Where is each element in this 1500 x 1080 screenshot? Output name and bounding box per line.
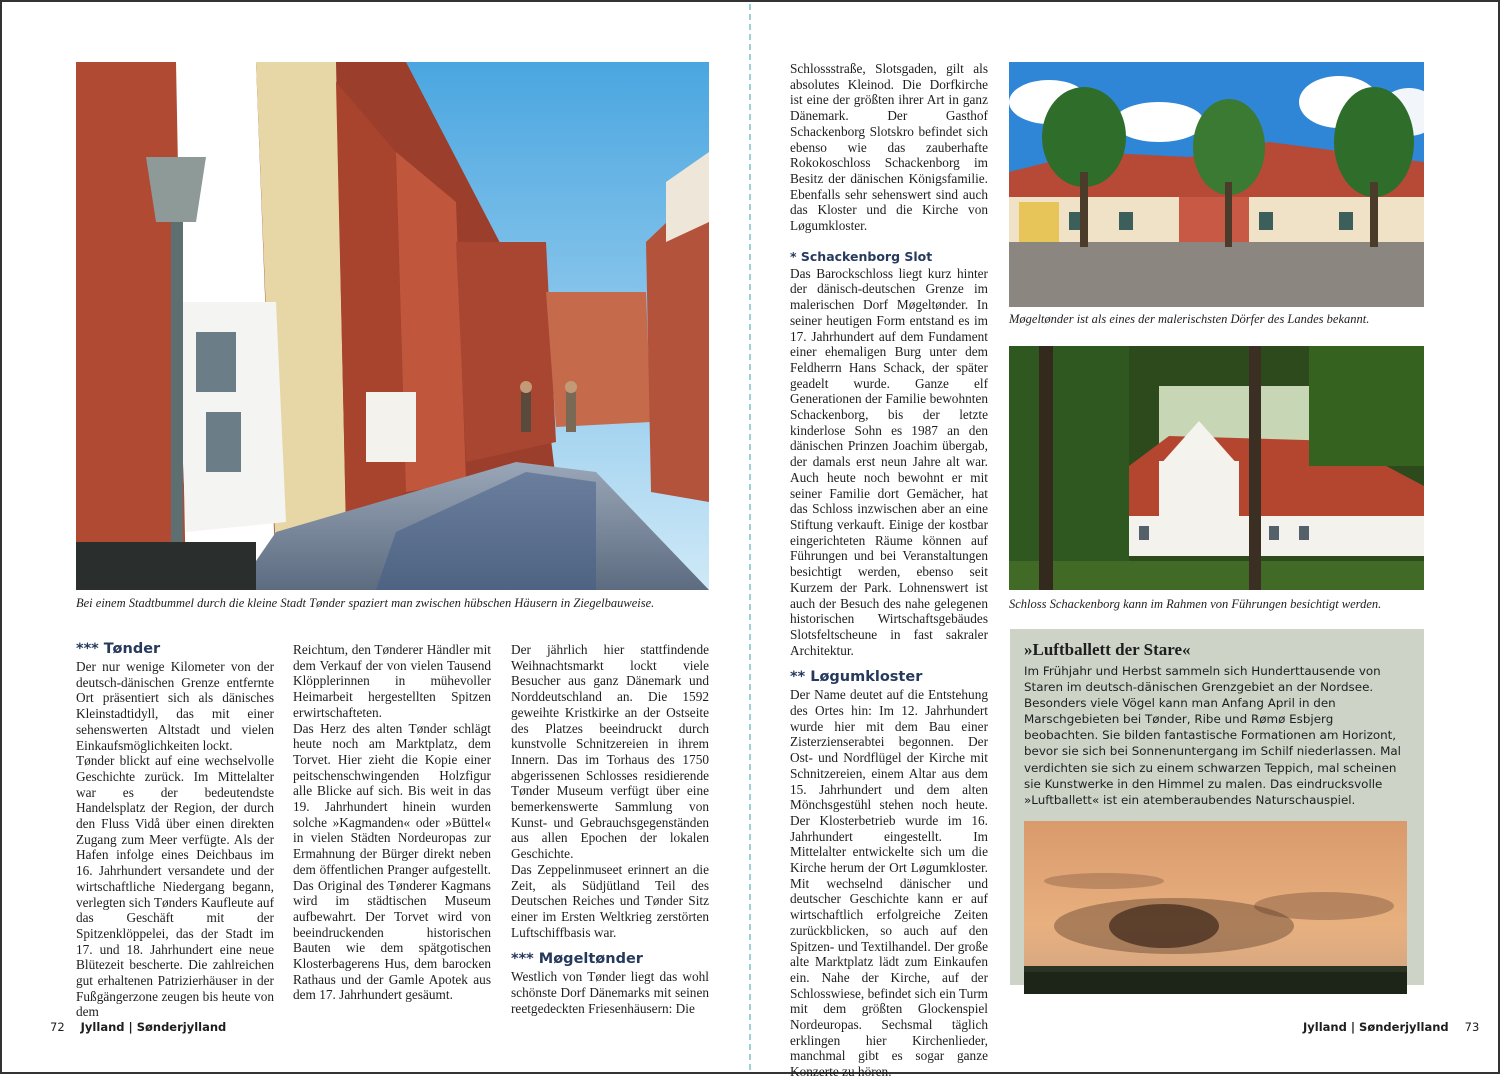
paragraph: Schlossstraße, Slotsgaden, gilt als absolutes Kleinod. Die Dorfkirche ist eine der größten ihrer Art in ganz Dänemark. Der Gasthof Schackenborg Slotskro befindet sich ebenso wie das zauberhafte Rokokoschloss Schackenborg im Besitz der dänischen Königsfamilie. Ebenfalls sehr sehenswert sind auch das Kloster und die Kirche von Løgumkloster.: [790, 61, 988, 234]
paragraph: Das Herz des alten Tønder schlägt heute noch am Marktplatz, dem Torvet. Hier zieht die Kopie einer peitschenschwingenden Holzfigur alle Blicke auf sich. Bis weit in das 19. Jahrhundert hinein wurden solche »Kagmanden« oder »Büttel« in vielen Städten Nordeuropas zur Ermahnung der Bürger direkt neben dem öffentlichen Pranger aufgestellt. Das Original des Tønderer Kagmans wird im städtischen Museum aufbewahrt. Der Torvet wird von beeindruckenden historischen Bauten wie dem spätgotischen Klosterbagerens Hus, dem barocken Rathaus und der Gamle Apotek aus dem 17. Jahrhundert gesäumt.: [293, 720, 491, 1003]
paragraph: Der jährlich hier stattfindende Weihnachtsmarkt lockt viele Besucher aus ganz Dänemark und Norddeutschland an. Die 1592 geweihte Kristkirke an der Ostseite des Platzes beeindruckt durch kunstvolle Schnitzereien in ihrem Innern. Das im Torhaus des 1750 abgerissenen Schlosses residierende Tønder Museum verfügt über eine bemerkenswerte Sammlung von Kunst- und Gebrauchsgegenständen aus allen Epochen der lokalen Geschichte.: [511, 642, 709, 862]
tonder-street-photo: [76, 62, 709, 590]
starlings-photo: [1024, 821, 1407, 994]
left-column-2: [293, 642, 491, 1003]
left-column-1: [76, 636, 274, 1020]
paragraph: Reichtum, den Tønderer Händler mit dem Verkauf der von vielen Tausend Klöpplerinnen in mühevoller Heimarbeit hergestellten Spitzen erwirtschafteten.: [293, 642, 491, 720]
mogeltonder-photo: [1009, 62, 1424, 307]
box-text: Im Frühjahr und Herbst sammeln sich Hunderttausende von Staren im deutsch-dänischen Grenzgebiet an der Nordsee. Besonders viele Vögel kann man Anfang April in den Marschgebieten bei Tønder, Ribe und Rømø Esbjerg beobachten. Sie bilden fantastische Formationen am Horizont, bevor sie sich bei Sonnenuntergang im Schilf niederlassen. Mal verdichten sie sich zu einem schwarzen Teppich, mal scheinen sie Kunstwerke in den Himmel zu malen. Das eindrucksvolle »Luftballett« ist ein atemberaubendes Naturschauspiel.: [1024, 664, 1401, 807]
heading-logumkloster: ** Løgumkloster: [790, 669, 923, 686]
heading-tonder: *** Tønder: [76, 641, 161, 657]
right-folio: [1303, 1020, 1479, 1034]
left-column-3: [511, 642, 709, 1016]
paragraph: Tønder blickt auf eine wechselvolle Geschichte zurück. Im Mittelalter war es der bedeutendste Handelsplatz der Region, der durch den Fluss Vidå über einen direkten Zugang zum Meer verfügte. Als der Hafen infolge eines Deichbaus im 16. Jahrhundert versandete und der wirtschaftliche Niedergang begann, verlegten sich Tønders Kaufleute auf das Geschäft mit der Spitzenklöppelei, das der Stadt im 17. und 18. Jahrhundert eine neue Blütezeit bescherte. Die zahlreichen gut erhaltenen Patrizierhäuser in der Fußgängerzone zeugen bis heute von dem: [76, 753, 274, 1020]
page-number: 73: [1464, 1020, 1480, 1034]
heading-mogeltonder: *** Møgeltønder: [511, 951, 643, 968]
page-gutter: [749, 4, 751, 1070]
mogeltonder-caption: Møgeltønder ist als eines der malerischsten Dörfer des Landes bekannt.: [1009, 312, 1370, 326]
schackenborg-caption: Schloss Schackenborg kann im Rahmen von Führungen besichtigt werden.: [1009, 597, 1382, 611]
page-number: 72: [50, 1020, 65, 1034]
paragraph: Der Name deutet auf die Entstehung des Ortes hin: Im 12. Jahrhundert wurde hier mit dem Bau einer Zisterzienserabtei begonnen. Der Ost- und Nordflügel der Kirche mit Schnitzereien, einem Altar aus dem 15. Jahrhundert und dem alten Mönchsgestühl stehen noch heute. Der Klosterbetrieb wurde im 16. Jahrhundert eingestellt. Im Mittelalter entwickelte sich um die Kirche herum der Ort Løgumkloster. Mit wechselnd dänischer und deutscher Geschichte kann er auf wirtschaftlich erfolgreiche Zeiten zurückblicken, so auch auf den Spitzen- und Textilhandel. Der große alte Marktplatz lädt zum Einkaufen ein. Nahe der Kirche, auf der Schlosswiese, befindet sich ein Turm mit dem größten Glockenspiel Nordeuropas. Sechsmal täglich erklingen hier Kirchenlieder, manchmal gibt es sogar ganze Konzerte zu hören.: [790, 687, 988, 1080]
running-head: Jylland | Sønderjylland: [1303, 1020, 1449, 1034]
paragraph: Das Zeppelinmuseet erinnert an die Zeit, als Südjütland Teil des Deutschen Reiches und Tønder Sitz einer im Ersten Weltkrieg zerstörten Luftschiffbasis war.: [511, 861, 709, 940]
heading-schackenborg: * Schackenborg Slot: [790, 248, 933, 264]
schackenborg-photo: [1009, 346, 1424, 590]
info-box-starlings: [1010, 629, 1424, 985]
paragraph: Der nur wenige Kilometer von der deutsch-dänischen Grenze entfernte Ort präsentiert sich als dänisches Kleinstadtidyll, das mit einer sehenswerten Altstadt und vielen Einkaufsmöglichkeiten lockt.: [76, 659, 274, 753]
tonder-photo-caption: Bei einem Stadtbummel durch die kleine Stadt Tønder spaziert man zwischen hübschen Häusern in Ziegelbauweise.: [76, 596, 655, 610]
running-head: Jylland | Sønderjylland: [80, 1020, 227, 1034]
left-folio: [50, 1020, 226, 1034]
box-title: »Luftballett der Stare«: [1024, 640, 1191, 659]
paragraph: Das Barockschloss liegt kurz hinter der dänisch-deutschen Grenze im malerischen Dorf Møgeltønder. In seiner heutigen Form entstand es im 17. Jahrhundert auf dem Fundament einer ehemaligen Burg unter dem Feldherrn Hans Schack, der später geadelt wurde. Ganze elf Generationen der Familie bewohnten Schackenborg, bis der letzte kinderlose Sohn es 1987 an den dänischen Prinzen Joachim übergab, der damals erst neun Jahre alt war. Auch heute noch bewohnt er mit seiner Familie dort Gemächer, hat das Schloss inzwischen aber an eine Stiftung verkauft. Einige der kostbar eingerichteten Räume können auf Führungen und bei Veranstaltungen besichtigt werden, ebenso seit Kurzem der Park. Lohnenswert ist auch der Besuch des nahe gelegenen historischen Wirtschaftsgebäudes Slotsfeltscheune in fast sakraler Architektur.: [790, 265, 988, 658]
paragraph: Westlich von Tønder liegt das wohl schönste Dorf Dänemarks mit seinen reetgedeckten Friesenhäusern: Die: [511, 969, 709, 1016]
right-column-1: [790, 61, 988, 1080]
